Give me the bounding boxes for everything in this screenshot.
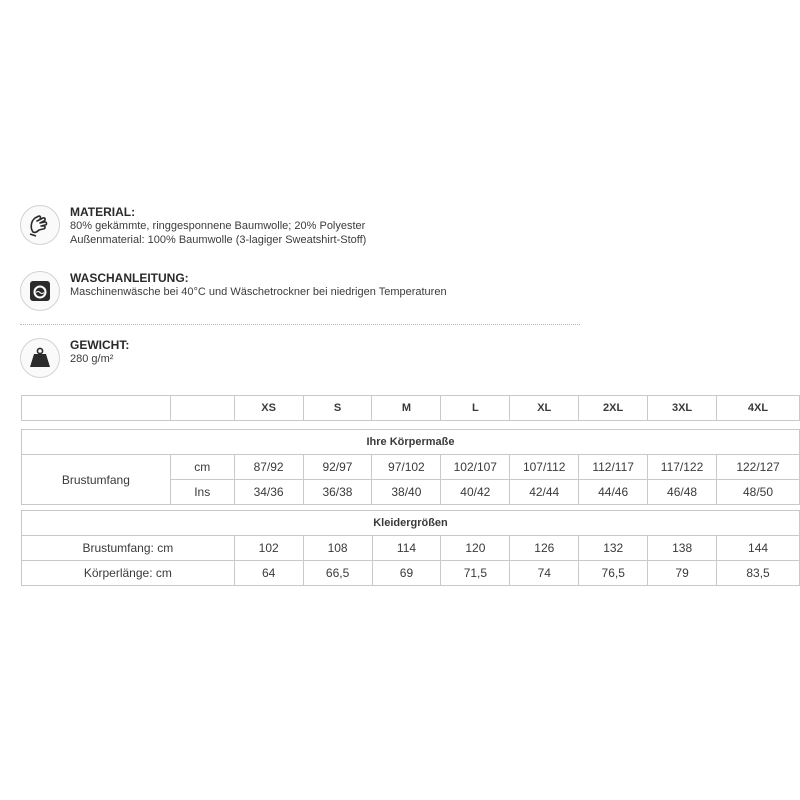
table-cell: 144 bbox=[717, 536, 800, 561]
table-cell: 120 bbox=[441, 536, 510, 561]
table-cell: 64 bbox=[234, 561, 303, 586]
table-cell: 108 bbox=[303, 536, 372, 561]
weight-title: GEWICHT: bbox=[70, 338, 130, 352]
material-line-2: Außenmaterial: 100% Baumwolle (3-lagiger Sweatshirt-Stoff) bbox=[70, 234, 367, 246]
table-cell: 132 bbox=[579, 536, 648, 561]
size-xs: XS bbox=[234, 396, 303, 421]
washing-machine-icon bbox=[20, 271, 60, 311]
table-cell: 114 bbox=[372, 536, 441, 561]
size-l: L bbox=[441, 396, 510, 421]
material-text bbox=[70, 205, 366, 247]
table-row bbox=[22, 561, 800, 586]
weight-line-1: 280 g/m² bbox=[70, 353, 114, 365]
table-cell: 79 bbox=[648, 561, 717, 586]
row-label-length: Körperlänge: cm bbox=[22, 561, 235, 586]
table-cell: 112/117 bbox=[579, 455, 648, 480]
empty-cell bbox=[170, 396, 234, 421]
row-label-chest: Brustumfang: cm bbox=[22, 536, 235, 561]
table-cell: 69 bbox=[372, 561, 441, 586]
table-cell: 87/92 bbox=[234, 455, 303, 480]
weight-icon bbox=[20, 338, 60, 378]
table-cell: 76,5 bbox=[579, 561, 648, 586]
table-cell: 102 bbox=[234, 536, 303, 561]
table-cell: 42/44 bbox=[510, 480, 579, 505]
body-measurements-table bbox=[21, 429, 800, 505]
brustumfang-label: Brustumfang bbox=[22, 455, 171, 505]
fabric-hand-icon bbox=[20, 205, 60, 245]
table-cell: 34/36 bbox=[234, 480, 303, 505]
body-measurements-title: Ihre Körpermaße bbox=[22, 430, 800, 455]
washing-text bbox=[70, 271, 447, 299]
table-row bbox=[22, 536, 800, 561]
table-cell: 38/40 bbox=[372, 480, 441, 505]
table-cell: 36/38 bbox=[303, 480, 372, 505]
table-cell: 122/127 bbox=[717, 455, 800, 480]
table-cell: 40/42 bbox=[441, 480, 510, 505]
unit-cm: cm bbox=[170, 455, 234, 480]
size-header-table bbox=[21, 395, 800, 421]
garment-sizes-table bbox=[21, 510, 800, 586]
unit-ins: Ins bbox=[170, 480, 234, 505]
table-cell: 92/97 bbox=[303, 455, 372, 480]
table-cell: 83,5 bbox=[717, 561, 800, 586]
washing-line-1: Maschinenwäsche bei 40°C und Wäschetrockner bei niedrigen Temperaturen bbox=[70, 286, 447, 298]
empty-cell bbox=[22, 396, 171, 421]
table-cell: 71,5 bbox=[441, 561, 510, 586]
table-cell: 97/102 bbox=[372, 455, 441, 480]
size-m: M bbox=[372, 396, 441, 421]
material-title: MATERIAL: bbox=[70, 205, 136, 219]
table-cell: 138 bbox=[648, 536, 717, 561]
table-cell: 117/122 bbox=[648, 455, 717, 480]
material-line-1: 80% gekämmte, ringgesponnene Baumwolle; 20% Polyester bbox=[70, 220, 366, 232]
size-xl: XL bbox=[510, 396, 579, 421]
table-cell: 102/107 bbox=[441, 455, 510, 480]
weight-text bbox=[70, 338, 129, 366]
dotted-divider bbox=[20, 324, 580, 325]
washing-title: WASCHANLEITUNG: bbox=[70, 271, 189, 285]
size-s: S bbox=[303, 396, 372, 421]
garment-sizes-title: Kleidergrößen bbox=[22, 511, 800, 536]
table-row bbox=[22, 455, 800, 480]
size-header-row bbox=[22, 396, 800, 421]
table-cell: 66,5 bbox=[303, 561, 372, 586]
table-cell: 74 bbox=[510, 561, 579, 586]
table-cell: 126 bbox=[510, 536, 579, 561]
table-cell: 107/112 bbox=[510, 455, 579, 480]
size-4xl: 4XL bbox=[717, 396, 800, 421]
table-cell: 48/50 bbox=[717, 480, 800, 505]
size-3xl: 3XL bbox=[648, 396, 717, 421]
table-cell: 46/48 bbox=[648, 480, 717, 505]
table-cell: 44/46 bbox=[579, 480, 648, 505]
size-2xl: 2XL bbox=[579, 396, 648, 421]
